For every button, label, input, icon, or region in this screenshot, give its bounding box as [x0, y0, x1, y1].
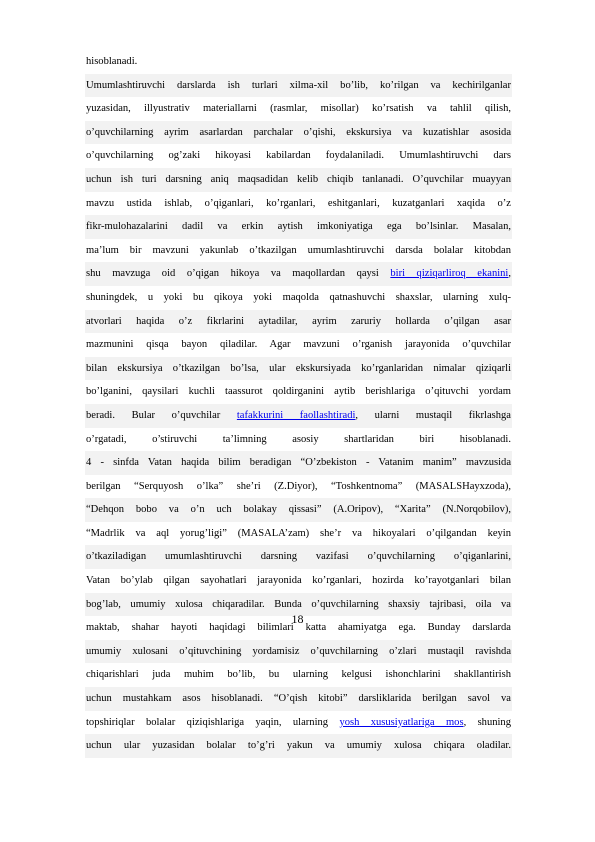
- text-line: [85, 239, 512, 263]
- line-text: uchun ish turi darsning aniq maqsadidan kelib chiqib tanlanadi. O’quvchilar muayyan: [86, 173, 511, 185]
- line-text: bog’lab, umumiy xulosa chiqaradilar. Bunda o’quvchilarning shaxsiy tajribasi, oila va: [86, 598, 511, 610]
- text-line: [85, 380, 512, 404]
- text-line: [85, 428, 512, 452]
- text-line: [85, 168, 512, 192]
- text-line: [85, 121, 512, 145]
- body-text: [85, 50, 512, 758]
- line-text: uchun ular yuzasidan bolalar to’g’ri yakun va umumiy xulosa chiqara oladilar.: [86, 740, 511, 752]
- text-line: [85, 144, 512, 168]
- text-line: [85, 50, 512, 74]
- line-text: bilan ekskursiya o’tkazilgan bo’lsa, ular ekskursiyada ko’rganlaridan nimalar qiziqarli: [86, 362, 511, 374]
- line-text: “Madrlik va aql yorug’ligi” (MASALA’zam) she’r va hikoyalari o’qilgandan keyin: [86, 527, 511, 539]
- text-line: [85, 498, 512, 522]
- line-text: 4 - sinfda Vatan haqida bilim beradigan “O’zbekiston - Vatanim manim” mavzusida: [86, 457, 511, 469]
- line-text: shu mavzuga oid o’qigan hikoya va maqollardan qaysi: [86, 268, 391, 280]
- text-line: [85, 640, 512, 664]
- text-line: [85, 711, 512, 735]
- line-text: beradi. Bular o’quvchilar: [86, 409, 237, 421]
- text-line: [85, 475, 512, 499]
- text-line: [85, 404, 512, 428]
- line-text: “Dehqon bobo va o’n uch bolakay qissasi” (A.Oripov), “Xarita” (N.Norqobilov),: [86, 504, 511, 516]
- text-line: [85, 97, 512, 121]
- line-text: uchun mustahkam asos hisoblanadi. “O’qish kitobi” darsliklarida berilgan savol va: [86, 693, 511, 705]
- line-text: topshiriqlar bolalar qiziqishlariga yaqin, ularning: [86, 716, 340, 728]
- line-text: yuzasidan, illyustrativ materiallarni (rasmlar, misollar) ko’rsatish va tahlil qilish,: [86, 103, 511, 115]
- line-text: Vatan bo’ylab qilgan sayohatlari jarayonida ko’rganlari, hozirda ko’rayotganlari bilan: [86, 575, 511, 587]
- line-text: fikr-mulohazalarini dadil va erkin aytish imkoniyatiga ega bo’lsinlar. Masalan,: [86, 221, 511, 233]
- line-text: ma’lum bir mavzuni yakunlab o’tkazilgan umumlashtiruvchi darsda bolalar kitobdan: [86, 244, 511, 256]
- text-line: [85, 522, 512, 546]
- line-text: hisoblanadi.: [86, 56, 138, 67]
- text-line: [85, 545, 512, 569]
- line-text: ,: [508, 268, 511, 280]
- text-line: [85, 215, 512, 239]
- line-text: o’rgatadi, o’stiruvchi ta’limning asosiy shartlaridan biri hisoblanadi.: [86, 433, 511, 445]
- line-text: , ularni mustaqil fikrlashga: [355, 409, 511, 421]
- line-text: mazmunini qisqa bayon qiladilar. Agar mavzuni o’rganish jarayonida o’quvchilar: [86, 339, 511, 351]
- text-line: [85, 310, 512, 334]
- text-line: [85, 262, 512, 286]
- line-text: umumiy xulosani o’qituvchining yordamisiz o’quvchilarning o’zlari mustaqil ravishda: [86, 645, 511, 657]
- text-line: [85, 687, 512, 711]
- text-line: [85, 333, 512, 357]
- line-text: o’tkaziladigan umumlashtiruvchi darsning vazifasi o’quvchilarning o’qiganlarini,: [86, 551, 511, 563]
- text-line: [85, 192, 512, 216]
- line-text: atvorlari haqida o’z fikrlarini aytadilar, ayrim zaruriy hollarda o’qilgan asar: [86, 315, 511, 327]
- hyperlink[interactable]: biri qiziqarliroq ekanini: [390, 268, 509, 280]
- line-text: o’quvchilarning ayrim asarlardan parchalar o’qishi, ekskursiya va kuzatishlar asosida: [86, 126, 511, 138]
- text-line: [85, 451, 512, 475]
- text-line: [85, 663, 512, 687]
- line-text: berilgan “Serquyosh o’lka” she’ri (Z.Diyor), “Toshkentnoma” (MASALSHayxzoda),: [86, 480, 511, 492]
- line-text: Umumlashtiruvchi darslarda ish turlari xilma-xil bo’lib, ko’rilgan va kechirilganlar: [86, 79, 511, 91]
- line-text: o’quvchilarning og’zaki hikoyasi kabilardan foydalaniladi. Umumlashtiruvchi dars: [86, 150, 511, 162]
- line-text: , shuning: [463, 716, 511, 728]
- text-line: [85, 357, 512, 381]
- line-text: shuningdek, u yoki bu qikoya yoki maqolda qatnashuvchi shaxslar, ularning xulq-: [86, 291, 511, 303]
- line-text: mavzu ustida ishlab, o’qiganlari, ko’rganlari, eshitganlari, kuzatganlari xaqida o’z: [86, 197, 511, 209]
- text-line: [85, 734, 512, 758]
- page-number: 18: [291, 612, 304, 626]
- line-text: bo’lganini, qaysilari kuchli taassurot qoldirganini aytib berishlariga o’qituvchi yordam: [86, 386, 511, 398]
- text-line: [85, 286, 512, 310]
- line-text: chiqarishlari juda muhim bo’lib, bu ularning kelgusi ishonchlarini shakllantirish: [86, 669, 511, 681]
- line-text: maktab, shahar hayoti haqidagi bilimlari katta ahamiyatga ega. Bunday darslarda: [86, 622, 511, 634]
- text-line: [85, 74, 512, 98]
- text-line: [85, 569, 512, 593]
- hyperlink[interactable]: yosh xususiyatlariga mos: [339, 716, 464, 728]
- hyperlink[interactable]: tafakkurini faollashtiradi: [236, 409, 356, 421]
